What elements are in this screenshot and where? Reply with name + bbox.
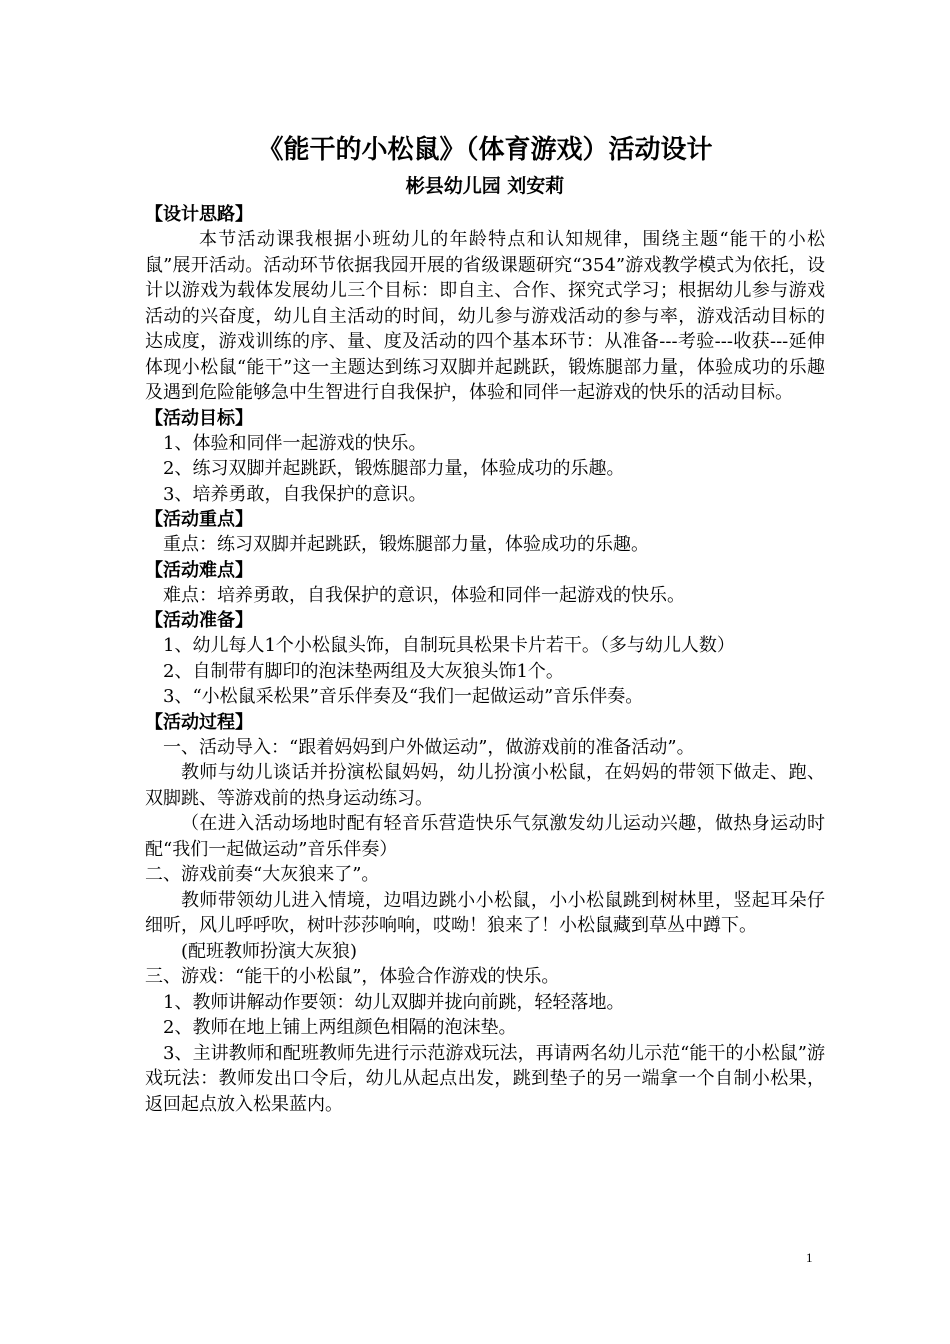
goal-item: 3、培养勇敢，自我保护的意识。: [163, 483, 427, 505]
goal-item: 2、练习双脚并起跳跃，锻炼腿部力量，体验成功的乐趣。: [163, 458, 625, 479]
document-page: [145, 130, 825, 1117]
process-paragraph: （在进入活动场地时配有轻音乐营造快乐气氛激发幼儿运动兴趣，做热身运动时配“我们一起做运动”音乐伴奏）: [145, 813, 825, 860]
design-paragraph: 本节活动课我根据小班幼儿的年龄特点和认知规律，围绕主题“能干的小松鼠”展开活动。活动环节依据我园开展的省级课题研究“354”游戏教学模式为依托，设计以游戏为载体发展幼儿三个目标：即自主、合作、探究式学习；根据幼儿参与游戏活动的兴奋度，幼儿自主活动的时间，幼儿参与游戏活动的参与率，游戏活动目标的达成度，游戏训练的序、量、度及活动的四个基本环节：从准备---考验---收获---延伸体现小松鼠“能干”这一主题达到练习双脚并起跳跃，锻炼腿部力量，体验成功的乐趣及遇到危险能够急中生智进行自我保护，体验和同伴一起游戏的快乐的活动目标。: [145, 229, 825, 403]
difficulty-text: 难点：培养勇敢，自我保护的意识，体验和同伴一起游戏的快乐。: [163, 584, 685, 606]
process-paragraph: 教师与幼儿谈话并扮演松鼠妈妈，幼儿扮演小松鼠，在妈妈的带领下做走、跑、双脚跳、等游戏前的热身运动练习。: [145, 762, 825, 809]
process-step: 1、教师讲解动作要领：幼儿双脚并拢向前跳，轻轻落地。: [163, 991, 625, 1013]
process-step: 2、教师在地上铺上两组颜色相隔的泡沫垫。: [163, 1017, 517, 1038]
process-paragraph: 三、游戏：“能干的小松鼠”，体验合作游戏的快乐。: [145, 966, 560, 987]
process-paragraph: 二、游戏前奏“大灰狼来了”。: [145, 864, 380, 885]
section-heading-design: 【设计思路】: [145, 204, 253, 225]
process-paragraph: (配班教师扮演大灰狼): [181, 940, 358, 962]
section-heading-difficulty: 【活动难点】: [145, 559, 253, 581]
page-number: 1: [806, 1250, 813, 1265]
prep-item: 2、自制带有脚印的泡沫垫两组及大灰狼头饰1个。: [163, 660, 564, 682]
section-heading-process: 【活动过程】: [145, 711, 253, 733]
document-author: 彬县幼儿园 刘安莉: [405, 175, 565, 197]
section-heading-goals: 【活动目标】: [145, 407, 253, 429]
process-step: 3、主讲教师和配班教师先进行示范游戏玩法，再请两名幼儿示范“能干的小松鼠”游戏玩法：教师发出口令后，幼儿从起点出发，跳到垫子的另一端拿一个自制小松果，返回起点放入松果蓝内。: [145, 1042, 825, 1115]
section-heading-prep: 【活动准备】: [145, 610, 253, 631]
section-heading-focus: 【活动重点】: [145, 509, 253, 530]
focus-text: 重点：练习双脚并起跳跃，锻炼腿部力量，体验成功的乐趣。: [163, 534, 649, 555]
process-paragraph: 一、活动导入：“跟着妈妈到户外做运动”，做游戏前的准备活动”。: [163, 736, 695, 758]
goal-item: 1、体验和同伴一起游戏的快乐。: [163, 432, 427, 454]
document-title: 《能干的小松鼠》（体育游戏）活动设计: [257, 135, 713, 165]
process-paragraph: 教师带领幼儿进入情境，边唱边跳小小松鼠，小小松鼠跳到树林里，竖起耳朵仔细听，风儿呼呼吹，树叶莎莎响响，哎呦！狼来了！小松鼠藏到草丛中蹲下。: [145, 889, 825, 936]
prep-item: 3、“小松鼠采松果”音乐伴奏及“我们一起做运动”音乐伴奏。: [163, 686, 644, 707]
prep-item: 1、幼儿每人1个小松鼠头饰，自制玩具松果卡片若干。（多与幼儿人数）: [163, 635, 735, 656]
